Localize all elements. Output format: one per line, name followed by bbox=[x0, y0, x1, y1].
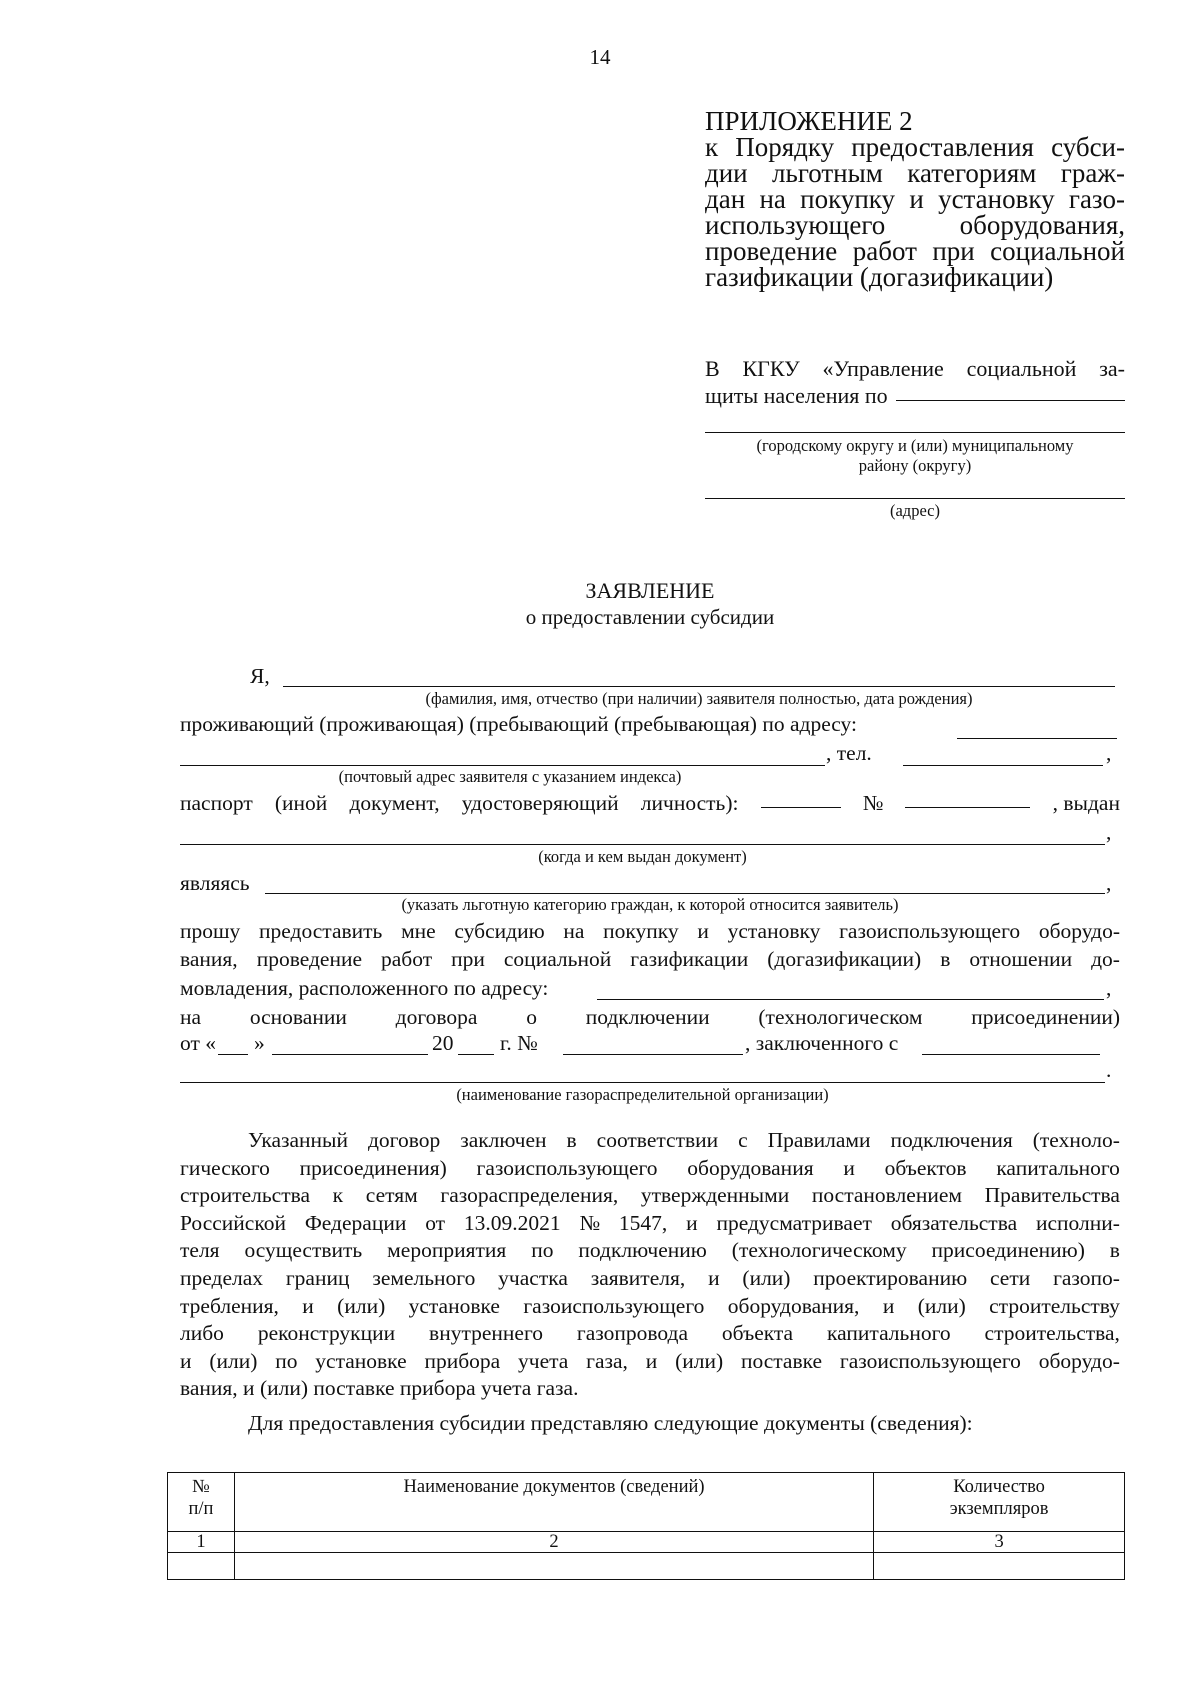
word: Правилами bbox=[767, 1128, 871, 1152]
word: покупку bbox=[603, 919, 679, 943]
word: газоиспользующего bbox=[839, 919, 1021, 943]
word: социальной bbox=[966, 356, 1077, 381]
word: газоиспользующего bbox=[523, 1293, 705, 1318]
passport-row bbox=[180, 789, 1120, 817]
household-comma: , bbox=[1106, 976, 1112, 1000]
fio-field[interactable] bbox=[283, 686, 1115, 687]
header-copies: Количество экземпляров bbox=[874, 1473, 1125, 1532]
word: дан bbox=[705, 184, 746, 214]
quote-close: » bbox=[254, 1031, 265, 1055]
word: соответствии bbox=[596, 1128, 719, 1152]
word: (техноло- bbox=[1032, 1128, 1120, 1152]
table-cell[interactable] bbox=[168, 1553, 235, 1580]
word: строительству bbox=[989, 1293, 1120, 1318]
word: газа, bbox=[586, 1348, 628, 1373]
word: и bbox=[686, 1210, 698, 1235]
word: прошу bbox=[180, 919, 241, 943]
word: работ bbox=[852, 236, 917, 266]
word: на bbox=[180, 1005, 202, 1029]
word: установке bbox=[315, 1348, 407, 1373]
word: капитального bbox=[827, 1321, 951, 1346]
annex-line bbox=[705, 212, 1125, 238]
concluded-label: , заключенного с bbox=[745, 1031, 899, 1055]
word: сети bbox=[989, 1265, 1031, 1290]
word: оборудо- bbox=[1038, 919, 1120, 943]
word: категориям bbox=[907, 158, 1037, 188]
word: поставке bbox=[740, 1348, 823, 1373]
word: с bbox=[738, 1128, 748, 1152]
annex-line bbox=[705, 160, 1125, 186]
word: подключении bbox=[585, 1005, 710, 1029]
word: проведение bbox=[705, 236, 838, 266]
word: и bbox=[302, 1293, 314, 1318]
phone-field[interactable] bbox=[903, 765, 1103, 766]
word: газификации (догазификации) bbox=[705, 262, 1054, 292]
word: границ bbox=[285, 1265, 350, 1290]
word: документ, bbox=[349, 791, 440, 815]
word: Российской bbox=[180, 1210, 286, 1235]
word: в bbox=[1109, 1238, 1120, 1263]
paragraph-line bbox=[180, 1293, 1120, 1321]
addressee-line2-text: щиты населения по bbox=[705, 383, 888, 408]
word: субси- bbox=[1051, 132, 1125, 162]
word: пределах bbox=[180, 1265, 264, 1290]
word: паспорт bbox=[180, 791, 253, 815]
table-header-row bbox=[168, 1473, 1125, 1532]
table-cell[interactable] bbox=[874, 1553, 1125, 1580]
word: льготным bbox=[772, 158, 883, 188]
word: оборудования, bbox=[959, 210, 1125, 240]
contract-number-field[interactable] bbox=[563, 1054, 743, 1055]
being-comma: , bbox=[1106, 871, 1112, 895]
word: исполни- bbox=[1035, 1210, 1120, 1235]
word: присоединению) bbox=[931, 1238, 1085, 1263]
word: в bbox=[566, 1128, 577, 1152]
annex-line bbox=[705, 134, 1125, 160]
word: вания, bbox=[180, 946, 238, 971]
word: к bbox=[332, 1183, 344, 1208]
residing-label: проживающий (проживающая) (пребывающий (пребывающая) по адресу: bbox=[180, 712, 857, 736]
word: учета bbox=[518, 1348, 569, 1373]
word: участка bbox=[498, 1265, 568, 1290]
issued-comma: , bbox=[1106, 820, 1112, 844]
word: газо- bbox=[1068, 184, 1125, 214]
word: и bbox=[697, 919, 709, 943]
word: Порядку bbox=[735, 132, 835, 162]
page-number: 14 bbox=[589, 45, 611, 69]
address-field[interactable] bbox=[705, 498, 1125, 499]
word: использующего bbox=[705, 210, 886, 240]
issued-label: , выдан bbox=[1052, 791, 1120, 815]
contract-year-field[interactable] bbox=[458, 1054, 494, 1055]
word: Правительства bbox=[984, 1183, 1120, 1208]
annex-line bbox=[705, 238, 1125, 264]
documents-table bbox=[167, 1472, 1125, 1580]
word: удостоверяющий bbox=[461, 791, 619, 815]
passport-number-field[interactable] bbox=[905, 789, 1030, 808]
col-number-2: 2 bbox=[234, 1532, 873, 1553]
word: 1547, bbox=[618, 1210, 668, 1235]
word: строительства, bbox=[984, 1321, 1120, 1346]
year-prefix: 20 bbox=[432, 1031, 454, 1055]
district-field[interactable] bbox=[896, 382, 1125, 401]
word: установку bbox=[727, 919, 821, 943]
paragraph-line bbox=[180, 1210, 1120, 1238]
word: газопо- bbox=[1053, 1265, 1120, 1290]
household-label: мовладения, расположенного по адресу: bbox=[180, 976, 549, 1000]
word: присоединении) bbox=[971, 1005, 1120, 1029]
documents-intro: Для предоставления субсидии представляю следующие документы (сведения): bbox=[248, 1411, 973, 1435]
table-numbering-row bbox=[168, 1532, 1125, 1553]
word: утвержденными bbox=[640, 1183, 790, 1208]
word: проектированию bbox=[813, 1265, 968, 1290]
word: газоиспользующего bbox=[839, 1348, 1021, 1373]
word: постановлением bbox=[811, 1183, 962, 1208]
word: газоиспользующего bbox=[476, 1155, 658, 1180]
word: установке bbox=[408, 1293, 500, 1318]
word: заключен bbox=[460, 1128, 547, 1152]
being-label: являясь bbox=[180, 871, 250, 895]
table-cell[interactable] bbox=[234, 1553, 873, 1580]
word: строительства bbox=[180, 1183, 311, 1208]
contract-paragraph bbox=[180, 1127, 1120, 1403]
addressee-line1 bbox=[705, 355, 1125, 382]
paragraph-line bbox=[180, 1320, 1120, 1348]
word: прибора bbox=[424, 1348, 501, 1373]
word: Федерации bbox=[304, 1210, 407, 1235]
word: земельного bbox=[372, 1265, 476, 1290]
word: обязательства bbox=[890, 1210, 1018, 1235]
paragraph-line bbox=[180, 1237, 1120, 1265]
paragraph-line bbox=[180, 1127, 1120, 1155]
paragraph-line bbox=[180, 1155, 1120, 1183]
organization-caption: (наименование газораспределительной организации) bbox=[456, 1085, 829, 1104]
word: на bbox=[563, 919, 585, 943]
word: дии bbox=[705, 158, 748, 188]
word: до- bbox=[1091, 946, 1120, 971]
word: и bbox=[882, 1293, 895, 1318]
word: осуществить bbox=[244, 1238, 363, 1263]
word: по bbox=[275, 1348, 298, 1373]
word: теля bbox=[180, 1238, 220, 1263]
address-caption: (адрес) bbox=[889, 501, 940, 520]
annex-line bbox=[705, 186, 1125, 212]
word: требления, bbox=[180, 1293, 279, 1318]
document-title: ЗАЯВЛЕНИЕ bbox=[585, 578, 715, 603]
word: на bbox=[759, 184, 786, 214]
fio-caption: (фамилия, имя, отчество (при наличии) заявителя полностью, дата рождения) bbox=[425, 689, 973, 708]
word: либо bbox=[180, 1321, 224, 1346]
tel-label: , тел. bbox=[826, 741, 872, 765]
word: предоставить bbox=[259, 919, 383, 943]
word: (или) bbox=[209, 1348, 258, 1373]
word: газификации bbox=[630, 946, 749, 971]
residence-address-field[interactable] bbox=[957, 738, 1117, 739]
word: в bbox=[940, 946, 951, 971]
word: покупку bbox=[800, 184, 896, 214]
word: (технологическому bbox=[731, 1238, 907, 1263]
table-row bbox=[168, 1553, 1125, 1580]
passport-issued-field[interactable] bbox=[180, 844, 1105, 845]
header-number: № п/п bbox=[168, 1473, 235, 1532]
annex-lines bbox=[705, 134, 1125, 290]
word: внутреннего bbox=[429, 1321, 543, 1346]
contract-day-field[interactable] bbox=[218, 1054, 248, 1055]
word: сетям bbox=[365, 1183, 418, 1208]
annex-block bbox=[705, 108, 1125, 290]
word: В bbox=[705, 356, 720, 381]
annex-line bbox=[705, 264, 1125, 290]
category-caption: (указать льготную категорию граждан, к которой относится заявитель) bbox=[401, 895, 899, 914]
word: оборудо- bbox=[1038, 1348, 1120, 1373]
basis-row bbox=[180, 1003, 1120, 1031]
word: капитального bbox=[996, 1155, 1120, 1180]
word: установку bbox=[938, 184, 1055, 214]
word: оборудования bbox=[687, 1155, 814, 1180]
word: при bbox=[932, 236, 975, 266]
organization-field-2[interactable] bbox=[180, 1082, 1105, 1083]
contract-month-field[interactable] bbox=[272, 1054, 428, 1055]
request-line bbox=[180, 946, 1120, 974]
district-caption-1: (городскому округу и (или) муниципальному bbox=[756, 436, 1074, 455]
annex-title: ПРИЛОЖЕНИЕ 2 bbox=[705, 106, 913, 136]
word: (или) bbox=[675, 1348, 724, 1373]
word: мероприятия bbox=[387, 1238, 507, 1263]
word: отношении bbox=[969, 946, 1073, 971]
word: по bbox=[531, 1238, 554, 1263]
passport-series-field[interactable] bbox=[761, 789, 841, 808]
ya-label: Я, bbox=[250, 664, 270, 688]
word: (технологическом bbox=[758, 1005, 923, 1029]
word: предоставления bbox=[851, 132, 1034, 162]
word: и bbox=[843, 1155, 855, 1180]
word: подключению bbox=[578, 1238, 707, 1263]
word: КГКУ bbox=[742, 356, 800, 381]
word: от bbox=[425, 1210, 446, 1235]
household-address-field[interactable] bbox=[597, 999, 1104, 1000]
word: работ bbox=[381, 946, 433, 971]
paragraph-line bbox=[180, 1375, 1120, 1403]
word: к bbox=[705, 132, 719, 162]
word: реконструкции bbox=[257, 1321, 396, 1346]
contract-number-label: г. № bbox=[500, 1031, 538, 1055]
from-label: от « bbox=[180, 1031, 216, 1055]
word: мне bbox=[401, 919, 436, 943]
organization-field[interactable] bbox=[922, 1054, 1100, 1055]
word: заявителя, bbox=[590, 1265, 686, 1290]
word: (или) bbox=[742, 1265, 791, 1290]
word: оборудования, bbox=[727, 1293, 860, 1318]
tel-comma: , bbox=[1106, 741, 1112, 765]
word: личность): bbox=[640, 791, 739, 815]
word: подключения bbox=[890, 1128, 1013, 1152]
word: вания, и (или) поставке прибора учета газа. bbox=[180, 1376, 579, 1401]
word: Указанный bbox=[248, 1128, 348, 1152]
paragraph-line bbox=[180, 1348, 1120, 1376]
addressee-line2 bbox=[705, 382, 1125, 409]
number-sign: № bbox=[862, 791, 884, 815]
word: и bbox=[180, 1348, 192, 1373]
word: газораспределения, bbox=[440, 1183, 619, 1208]
word: граж- bbox=[1060, 158, 1125, 188]
word: предусматривает bbox=[716, 1210, 872, 1235]
header-document-name: Наименование документов (сведений) bbox=[234, 1473, 873, 1532]
word: (или) bbox=[337, 1293, 386, 1318]
word: гического bbox=[180, 1155, 270, 1180]
word: и bbox=[909, 184, 924, 214]
issued-caption: (когда и кем выдан документ) bbox=[538, 847, 747, 866]
word: субсидию bbox=[454, 919, 545, 943]
word: и bbox=[708, 1265, 720, 1290]
word: (иной bbox=[274, 791, 328, 815]
request-paragraph bbox=[180, 918, 1120, 973]
addressee-block bbox=[705, 355, 1125, 409]
word: присоединения) bbox=[299, 1155, 447, 1180]
word: № bbox=[579, 1210, 601, 1235]
word: и bbox=[645, 1348, 658, 1373]
document-subtitle: о предоставлении субсидии bbox=[525, 605, 775, 629]
word: (догазификации) bbox=[767, 946, 922, 971]
col-number-1: 1 bbox=[168, 1532, 235, 1553]
paragraph-line bbox=[180, 1265, 1120, 1293]
word: «Управление bbox=[822, 356, 944, 381]
word: проведение bbox=[256, 946, 363, 971]
org-period: . bbox=[1106, 1058, 1112, 1082]
paragraph-line bbox=[180, 1182, 1120, 1210]
word: (или) bbox=[917, 1293, 966, 1318]
word: 13.09.2021 bbox=[463, 1210, 561, 1235]
request-line bbox=[180, 918, 1120, 946]
word: договора bbox=[395, 1005, 478, 1029]
word: за- bbox=[1099, 356, 1125, 381]
col-number-3: 3 bbox=[874, 1532, 1125, 1553]
word: объекта bbox=[721, 1321, 794, 1346]
word: договор bbox=[367, 1128, 441, 1152]
word: газопровода bbox=[576, 1321, 689, 1346]
word: объектов bbox=[884, 1155, 967, 1180]
district-field-line2[interactable] bbox=[705, 432, 1125, 433]
word: о bbox=[526, 1005, 537, 1029]
district-caption-2: району (округу) bbox=[858, 456, 972, 475]
word: при bbox=[451, 946, 485, 971]
word: социальной bbox=[990, 236, 1125, 266]
postal-address-caption: (почтовый адрес заявителя с указанием индекса) bbox=[338, 767, 682, 786]
word: социальной bbox=[503, 946, 612, 971]
word: основании bbox=[249, 1005, 347, 1029]
